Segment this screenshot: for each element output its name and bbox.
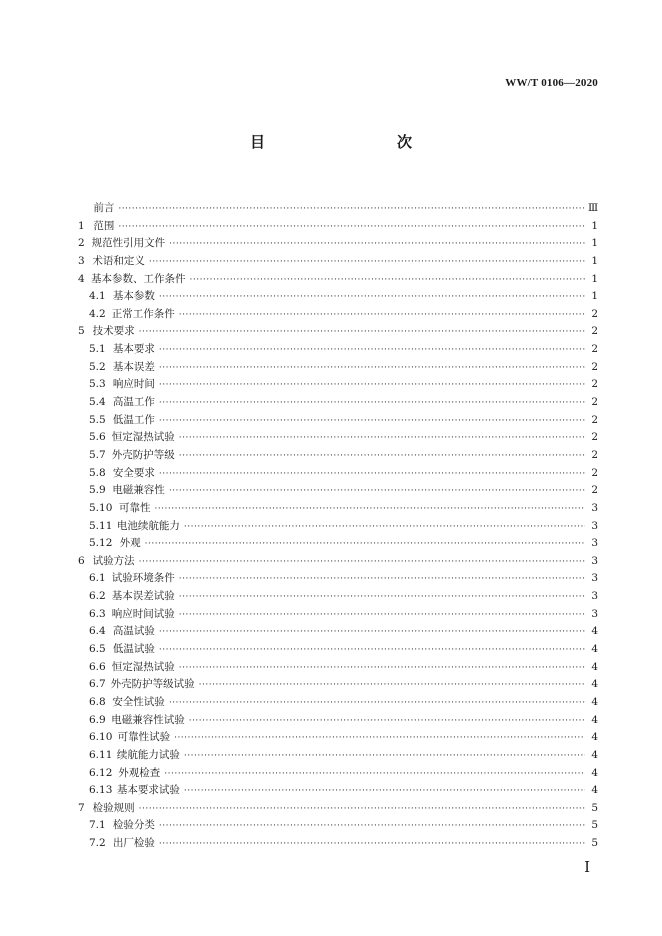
dot-leader: [169, 695, 585, 713]
toc-entry[interactable]: [78, 429, 598, 447]
toc-entry-title: 正常工作条件: [111, 307, 175, 320]
toc-entry-number: 5.5: [89, 413, 106, 426]
toc-entry-page: 3: [591, 554, 598, 567]
toc-entry-title: 基本误差试验: [111, 590, 175, 603]
toc-entry-number: 6.5: [89, 643, 106, 656]
dot-leader: [184, 748, 585, 766]
toc-entry-page: 3: [591, 501, 598, 514]
toc-entry[interactable]: [78, 835, 598, 853]
toc-entry-number: 6.7: [89, 678, 106, 691]
dot-leader: [189, 272, 585, 290]
toc-entry[interactable]: [78, 782, 598, 800]
dot-leader: [139, 324, 585, 342]
toc-entry-number: 6.13: [89, 784, 113, 797]
dot-leader: [159, 360, 585, 378]
toc-entry-number: 3: [78, 254, 85, 267]
dot-leader: [169, 483, 585, 501]
toc-entry-number: 2: [78, 237, 85, 250]
toc-entry[interactable]: [78, 218, 598, 236]
dot-leader: [184, 783, 585, 801]
toc-entry-page: 4: [591, 784, 598, 797]
toc-entry-page: 2: [591, 360, 598, 373]
toc-entry[interactable]: [78, 641, 598, 659]
toc-entry-page: 3: [591, 519, 598, 532]
toc-entry-title: 恒定湿热试验: [111, 431, 175, 444]
toc-entry-title: 续航能力试验: [116, 748, 180, 761]
dot-leader: [159, 289, 585, 307]
toc-entry[interactable]: [78, 623, 598, 641]
toc-entry[interactable]: [78, 412, 598, 430]
dot-leader: [179, 589, 585, 607]
toc-entry-page: 1: [591, 290, 598, 303]
dot-leader: [164, 766, 585, 784]
toc-entry[interactable]: [78, 765, 598, 783]
toc-entry-page: 2: [591, 448, 598, 461]
toc-entry[interactable]: [78, 500, 598, 518]
toc-entry-page: 2: [591, 396, 598, 409]
toc-entry-title: 响应时间试验: [111, 607, 175, 620]
toc-entry-number: 4.1: [89, 290, 106, 303]
dot-leader: [139, 801, 585, 819]
toc-entry-page: 5: [591, 819, 598, 832]
toc-entry[interactable]: [78, 394, 598, 412]
toc-entry-page: 2: [591, 484, 598, 497]
toc-entry[interactable]: [78, 800, 598, 818]
dot-leader: [184, 519, 585, 537]
toc-entry-number: 6.12: [89, 766, 113, 779]
toc-entry-number: 6.3: [89, 607, 106, 620]
toc-entry-title: 试验环境条件: [111, 572, 175, 585]
dot-leader: [154, 501, 585, 519]
toc-entry[interactable]: [78, 359, 598, 377]
toc-entry-number: 5.8: [89, 466, 106, 479]
dot-leader: [179, 607, 585, 625]
toc-entry-title: 试验方法: [92, 554, 135, 567]
toc-entry-page: 2: [591, 343, 598, 356]
dot-leader: [159, 377, 585, 395]
toc-entry-title: 基本参数: [112, 290, 155, 303]
dot-leader: [159, 413, 585, 431]
toc-entry-number: 6.1: [89, 572, 106, 585]
toc-entry-page: 4: [591, 660, 598, 673]
toc-entry-number: 5.4: [89, 396, 106, 409]
dot-leader: [179, 571, 585, 589]
dot-leader: [159, 642, 585, 660]
toc-entry-page: 3: [591, 537, 598, 550]
toc-entry-title: 可靠性: [118, 501, 151, 514]
toc-entry-number: 5.1: [89, 343, 106, 356]
dot-leader: [199, 677, 585, 695]
toc-entry-page: 3: [591, 607, 598, 620]
toc-entry-title: 技术要求: [92, 325, 135, 338]
toc-entry-title: 电磁兼容性试验: [111, 713, 185, 726]
toc-entry[interactable]: [78, 341, 598, 359]
toc-entry[interactable]: [78, 694, 598, 712]
toc-entry-number: 5.7: [89, 448, 106, 461]
toc-entry-title: 外壳防护等级试验: [110, 678, 195, 691]
dot-leader: [118, 201, 585, 219]
toc-entry[interactable]: [78, 482, 598, 500]
toc-entry-number: 4: [78, 272, 85, 285]
toc-entry-page: 2: [591, 378, 598, 391]
dot-leader: [159, 466, 585, 484]
toc-entry[interactable]: [78, 817, 598, 835]
toc-entry[interactable]: [78, 535, 598, 553]
toc-entry-title: 检验分类: [112, 819, 155, 832]
toc-entry-page: 1: [591, 272, 598, 285]
toc-entry-page: 4: [591, 713, 598, 726]
toc-entry-number: 6.8: [89, 695, 106, 708]
toc-entry-title: 检验规则: [92, 801, 135, 814]
toc-entry[interactable]: [78, 606, 598, 624]
toc-entry[interactable]: [78, 288, 598, 306]
toc-entry-number: 6.6: [89, 660, 106, 673]
toc-entry[interactable]: [78, 588, 598, 606]
toc-entry-title: 基本参数、工作条件: [90, 272, 186, 285]
toc-entry[interactable]: [78, 323, 598, 341]
toc-entry-title: 基本要求: [112, 343, 155, 356]
toc-entry-page: 4: [591, 695, 598, 708]
standard-code: WW/T 0106—2020: [505, 77, 598, 89]
toc-entry-page: 5: [591, 837, 598, 850]
toc-entry-page: 4: [591, 678, 598, 691]
toc-entry[interactable]: [78, 518, 598, 536]
dot-leader: [179, 307, 585, 325]
table-of-contents: [78, 200, 598, 853]
toc-entry[interactable]: [78, 712, 598, 730]
toc-entry[interactable]: [78, 676, 598, 694]
toc-entry-page: 4: [591, 643, 598, 656]
page-number: Ⅰ: [584, 860, 590, 876]
toc-entry-number: 6: [78, 554, 85, 567]
toc-entry[interactable]: [78, 570, 598, 588]
toc-entry[interactable]: [78, 447, 598, 465]
toc-entry-title: 安全要求: [112, 466, 155, 479]
toc-entry-title: 低温工作: [112, 413, 155, 426]
toc-entry-number: 7: [78, 801, 85, 814]
toc-entry-number: 7.1: [89, 819, 106, 832]
toc-entry-number: 5.11: [89, 519, 113, 532]
toc-entry-number: 5.6: [89, 431, 106, 444]
toc-entry-title: 可靠性试验: [117, 731, 171, 744]
dot-leader: [159, 395, 585, 413]
dot-leader: [118, 219, 585, 237]
toc-entry-title: 恒定湿热试验: [111, 660, 175, 673]
toc-entry-page: 4: [591, 766, 598, 779]
dot-leader: [145, 536, 585, 554]
dot-leader: [159, 836, 585, 854]
toc-entry-title: 外壳防护等级: [111, 448, 175, 461]
toc-entry-title: 范围: [93, 219, 115, 232]
dot-leader: [174, 730, 585, 748]
toc-entry-page: 4: [591, 625, 598, 638]
toc-entry-page: 1: [591, 237, 598, 250]
toc-entry[interactable]: [78, 553, 598, 571]
dot-leader: [159, 818, 585, 836]
toc-entry[interactable]: [78, 253, 598, 271]
dot-leader: [179, 448, 585, 466]
toc-entry-title: 出厂检验: [112, 837, 155, 850]
toc-entry-number: 5.10: [89, 501, 113, 514]
toc-entry-title: 响应时间: [112, 378, 155, 391]
toc-entry-title: 基本误差: [112, 360, 155, 373]
toc-entry-number: 6.4: [89, 625, 106, 638]
dot-leader: [139, 554, 585, 572]
toc-entry[interactable]: [78, 306, 598, 324]
dot-leader: [189, 713, 585, 731]
toc-entry-title: 术语和定义: [92, 254, 145, 267]
dot-leader: [179, 430, 585, 448]
toc-entry-number: 6.11: [89, 748, 113, 761]
toc-entry-number: 4.2: [89, 307, 106, 320]
toc-entry-title: 安全性试验: [112, 695, 165, 708]
toc-entry-title: 电池续航能力: [116, 519, 180, 532]
toc-entry-page: 2: [591, 466, 598, 479]
toc-entry-number: 6.10: [89, 731, 113, 744]
toc-entry[interactable]: [78, 659, 598, 677]
toc-entry[interactable]: [78, 729, 598, 747]
toc-entry-page: 2: [591, 413, 598, 426]
toc-entry-number: 1: [78, 219, 85, 232]
toc-entry-number: 6.9: [89, 713, 106, 726]
toc-entry-page: 5: [591, 801, 598, 814]
toc-entry[interactable]: [78, 465, 598, 483]
toc-entry-title: 外观检查: [118, 766, 161, 779]
toc-entry-page: 4: [591, 731, 598, 744]
toc-entry-title: 外观: [119, 537, 141, 550]
toc-entry-title: 低温试验: [112, 643, 155, 656]
toc-entry-number: 6.2: [89, 590, 106, 603]
toc-entry-number: 5.12: [89, 537, 113, 550]
toc-entry[interactable]: [78, 376, 598, 394]
toc-entry[interactable]: [78, 271, 598, 289]
toc-entry-title: 规范性引用文件: [91, 237, 166, 250]
toc-entry-title: 基本要求试验: [116, 784, 180, 797]
toc-entry[interactable]: [78, 200, 598, 218]
toc-entry-page: 3: [591, 590, 598, 603]
toc-entry-title: 电磁兼容性: [112, 484, 165, 497]
dot-leader: [169, 236, 585, 254]
dot-leader: [159, 342, 585, 360]
toc-entry-title: 高温工作: [112, 396, 155, 409]
page-title: 目 次: [249, 133, 446, 151]
toc-entry-number: 5.9: [89, 484, 106, 497]
toc-entry-page: Ⅲ: [588, 202, 599, 214]
toc-entry-page: 3: [591, 572, 598, 585]
toc-entry-page: 2: [591, 325, 598, 338]
dot-leader: [149, 254, 585, 272]
toc-entry[interactable]: [78, 747, 598, 765]
toc-entry[interactable]: [78, 235, 598, 253]
toc-entry-page: 4: [591, 748, 598, 761]
toc-entry-page: 1: [591, 254, 598, 267]
dot-leader: [159, 624, 585, 642]
toc-entry-number: 5: [78, 325, 85, 338]
toc-entry-page: 2: [591, 431, 598, 444]
toc-entry-title: 前言: [93, 202, 115, 214]
dot-leader: [179, 660, 585, 678]
toc-entry-number: 7.2: [89, 837, 106, 850]
toc-entry-number: 5.3: [89, 378, 106, 391]
toc-entry-page: 1: [591, 219, 598, 232]
toc-entry-number: 5.2: [89, 360, 106, 373]
toc-entry-title: 高温试验: [112, 625, 155, 638]
toc-entry-page: 2: [591, 307, 598, 320]
